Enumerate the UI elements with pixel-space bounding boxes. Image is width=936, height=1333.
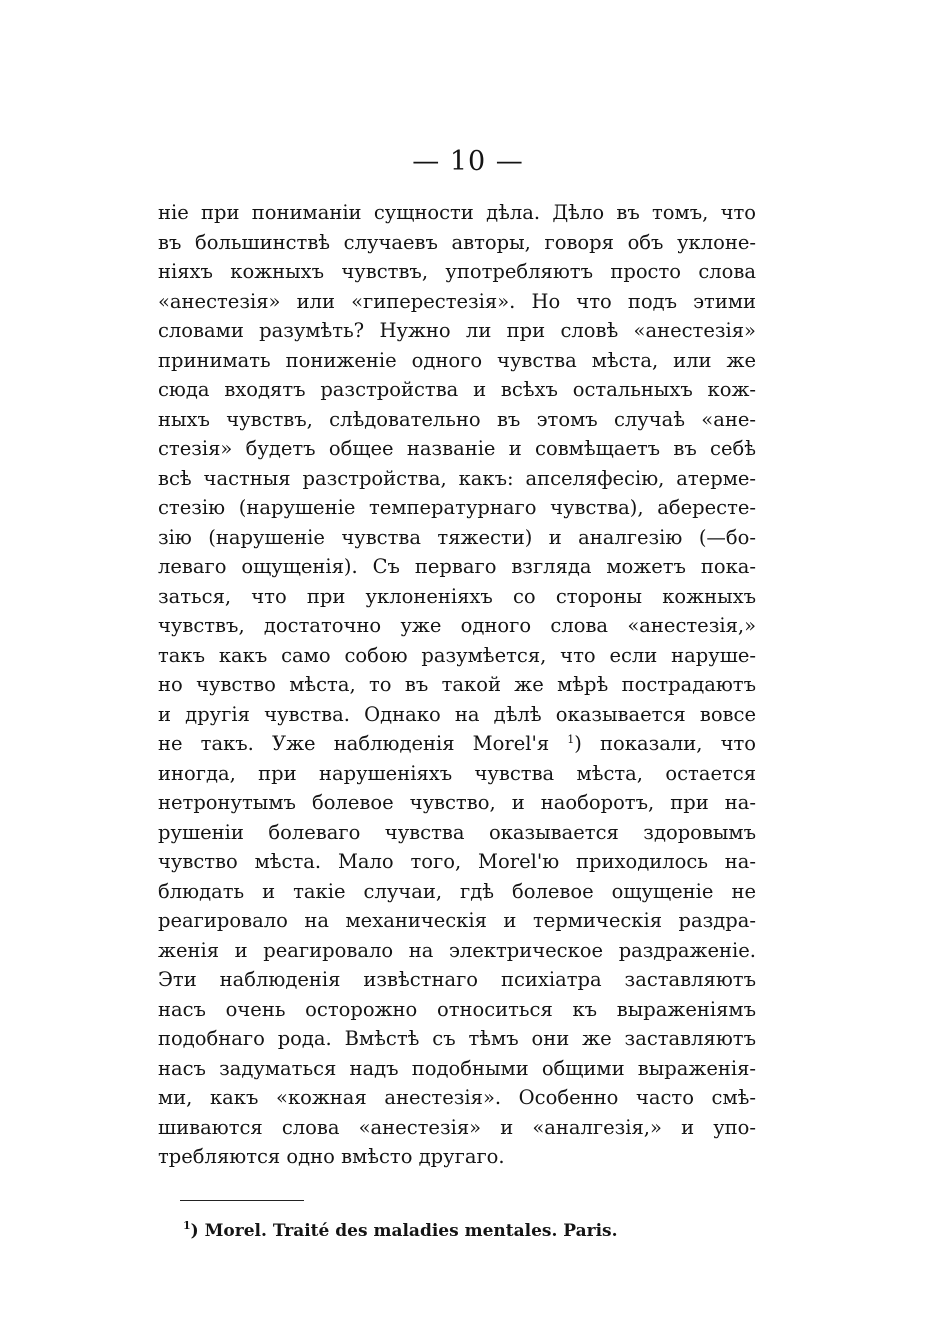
- text-line: рушеніи болеваго чувства оказывается здоровымъ: [158, 820, 756, 844]
- text-line: заться, что при уклоненіяхъ со стороны кожныхъ: [158, 584, 756, 608]
- text-line: реагировало на механическія и термическія раздра-: [158, 909, 756, 932]
- text-line: стезія» будетъ общее названіе и совмѣщаетъ въ себѣ: [158, 437, 756, 460]
- footnote-divider: [180, 1200, 304, 1201]
- footnote: [183, 1221, 618, 1241]
- text-line: всѣ частныя разстройства, какъ: апселяфесію, атерме-: [158, 466, 756, 490]
- text-line: блюдать и такіе случаи, гдѣ болевое ощущеніе не: [158, 879, 756, 903]
- text-line: сюда входятъ разстройства и всѣхъ остальныхъ кож-: [158, 378, 756, 401]
- text-line: женія и реагировало на электрическое раздраженіе.: [158, 938, 756, 962]
- text-line: ныхъ чувствъ, слѣдовательно въ этомъ случаѣ «ане-: [158, 407, 756, 431]
- text-line: чувство мѣста. Мало того, Morel'ю приходилось на-: [158, 850, 756, 873]
- text-line: принимать пониженіе одного чувства мѣста, или же: [158, 348, 756, 372]
- text-line: ніе при пониманіи сущности дѣла. Дѣло въ томъ, что: [158, 201, 756, 224]
- text-segment: ) показали, что: [574, 732, 756, 755]
- page-number: — 10 —: [412, 146, 524, 177]
- text-line: и другія чувства. Однако на дѣлѣ оказывается вовсе: [158, 702, 756, 726]
- text-line: ніяхъ кожныхъ чувствъ, употребляютъ просто слова: [158, 260, 756, 283]
- text-line: насъ очень осторожно относиться къ выраженіямъ: [158, 997, 756, 1021]
- text-line: иногда, при нарушеніяхъ чувства мѣста, остается: [158, 761, 756, 785]
- footnote-text: ) Morel. Traité des maladies mentales. Paris.: [190, 1221, 618, 1241]
- text-line-with-footnote-ref: [158, 729, 756, 759]
- text-line: шиваются слова «анестезія» и «аналгезія,» и упо-: [158, 1115, 756, 1139]
- body-text: [158, 198, 756, 1172]
- text-line: словами разумѣть? Нужно ли при словѣ «анестезія»: [158, 319, 756, 342]
- text-line: нетронутымъ болевое чувство, и наоборотъ, при на-: [158, 791, 756, 814]
- text-line: насъ задуматься надъ подобными общими выраженія-: [158, 1056, 756, 1080]
- footnote-marker: 1: [183, 1219, 191, 1232]
- text-line: ми, какъ «кожная анестезія». Особенно часто смѣ-: [158, 1086, 756, 1109]
- text-line: «анестезія» или «гиперестезія». Но что подъ этими: [158, 289, 756, 313]
- text-line: въ большинствѣ случаевъ авторы, говоря объ уклоне-: [158, 230, 756, 254]
- text-line: зію (нарушеніе чувства тяжести) и аналгезію (—бо-: [158, 525, 756, 549]
- text-line: стезію (нарушеніе температурнаго чувства), абересте-: [158, 496, 756, 519]
- text-segment: не такъ. Уже наблюденія Morel'я: [158, 732, 550, 755]
- text-line: чувствъ, достаточно уже одного слова «анестезія,»: [158, 614, 756, 637]
- footnote-reference: 1: [567, 733, 575, 746]
- text-line: такъ какъ само собою разумѣется, что если наруше-: [158, 643, 756, 667]
- text-line: но чувство мѣста, то въ такой же мѣрѣ пострадаютъ: [158, 673, 756, 696]
- text-line: подобнаго рода. Вмѣстѣ съ тѣмъ они же заставляютъ: [158, 1027, 756, 1050]
- text-line: леваго ощущенія). Съ перваго взгляда можетъ пока-: [158, 555, 756, 578]
- text-line: Эти наблюденія извѣстнаго психіатра заставляютъ: [158, 968, 756, 991]
- text-line: требляются одно вмѣсто другаго.: [158, 1145, 505, 1168]
